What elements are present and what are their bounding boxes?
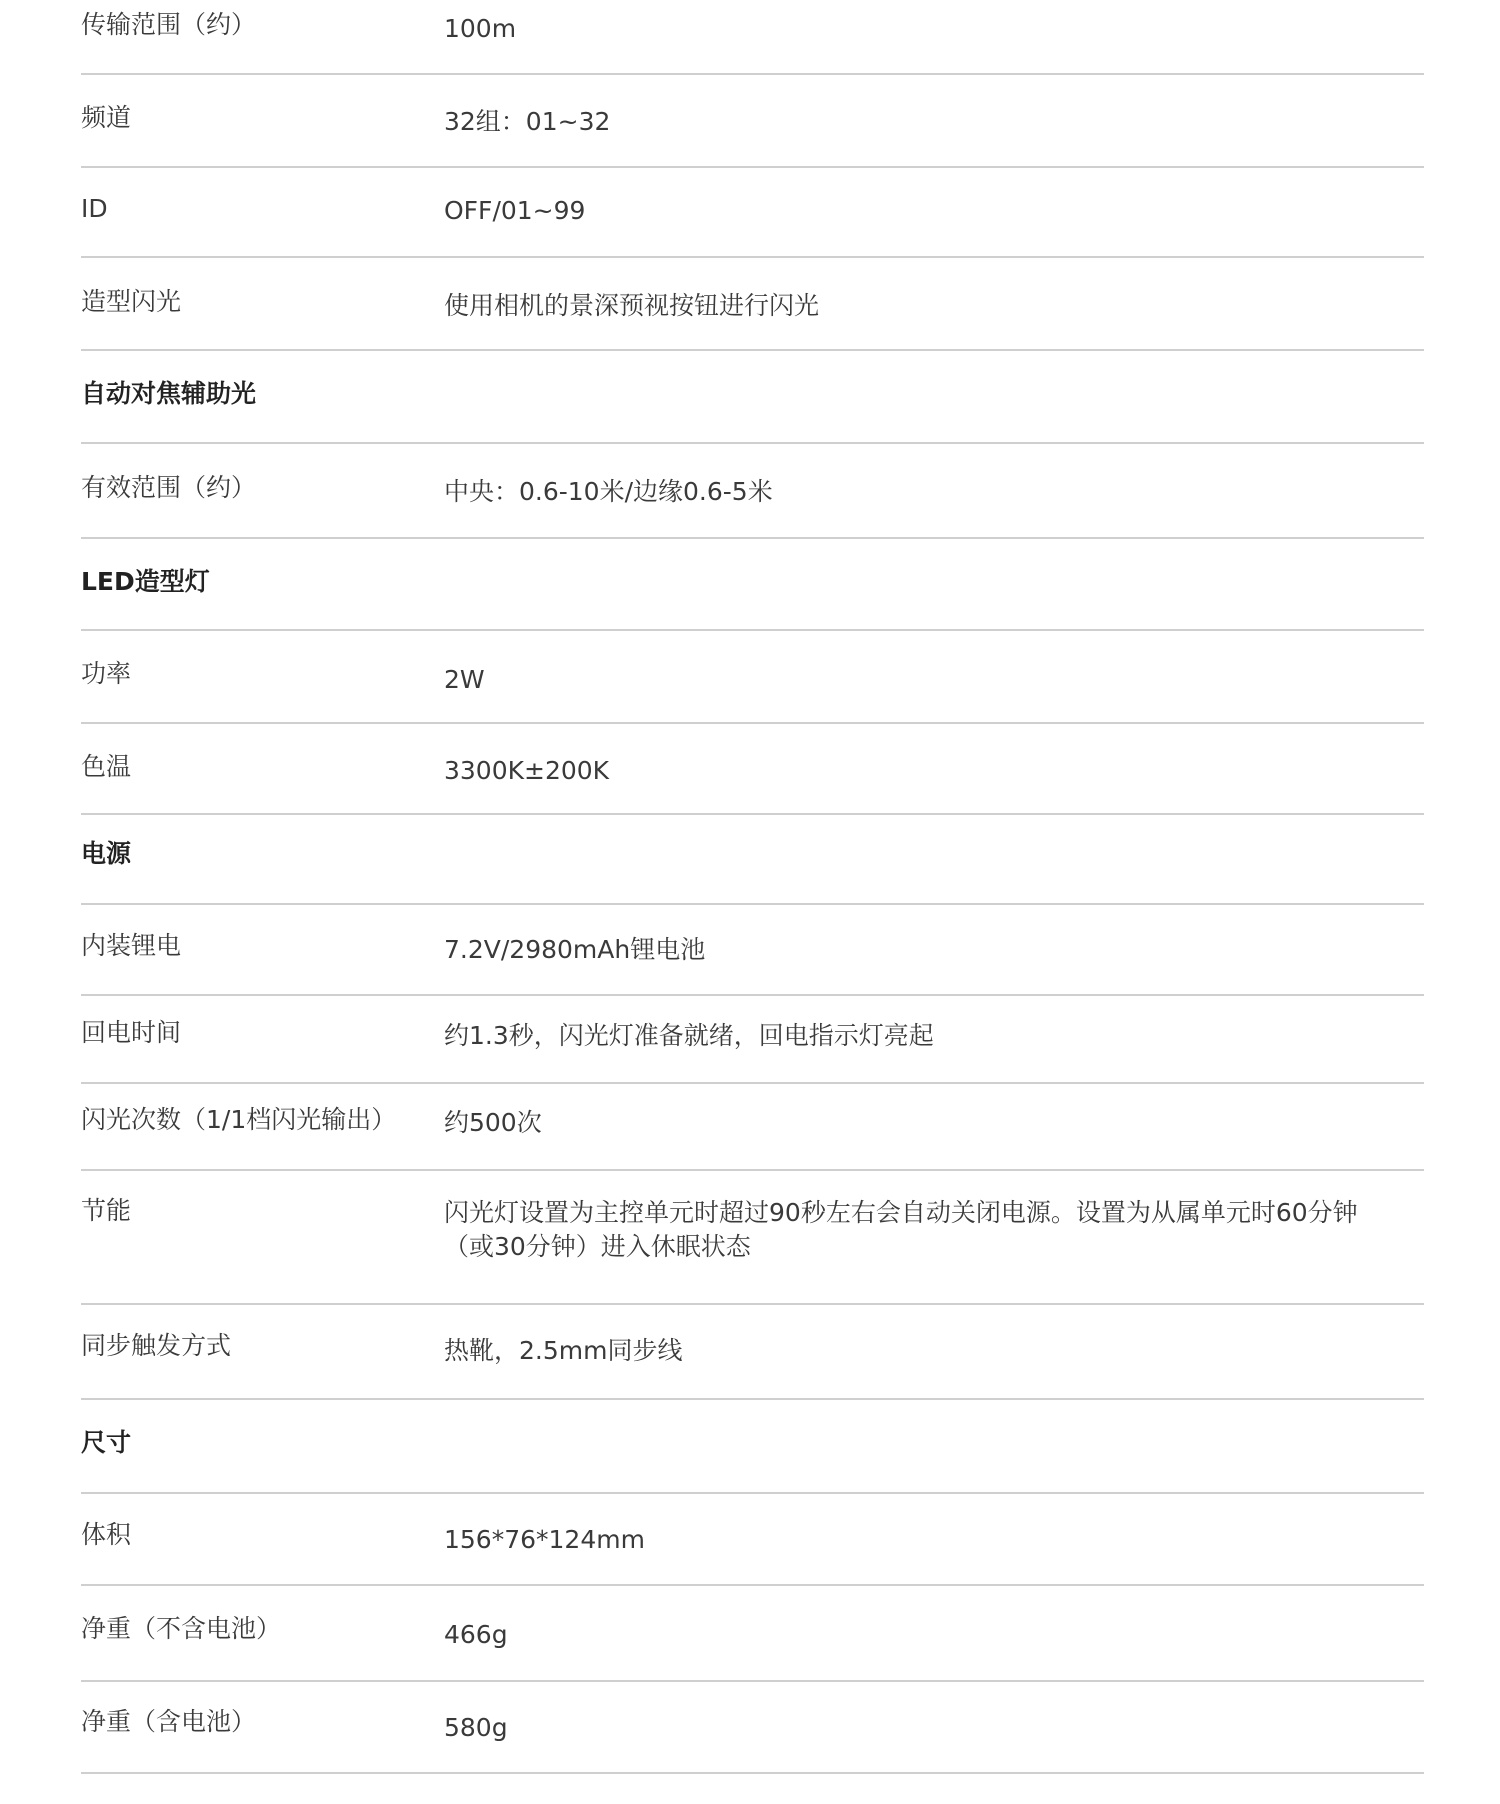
- spec-row-color-temperature: [81, 724, 1424, 815]
- section-heading: 尺寸: [81, 1428, 132, 1457]
- spec-value: OFF/01~99: [444, 196, 586, 225]
- spec-label: 色温: [81, 752, 132, 781]
- spec-label: 体积: [81, 1520, 132, 1549]
- spec-value: 7.2V/2980mAh锂电池: [444, 935, 706, 964]
- spec-row-recycle-time: [81, 996, 1424, 1084]
- section-heading: 自动对焦辅助光: [81, 379, 257, 408]
- spec-row-volume: [81, 1494, 1424, 1586]
- spec-value: 2W: [444, 665, 485, 694]
- spec-value: 32组：01~32: [444, 107, 611, 136]
- spec-value: 约1.3秒，闪光灯准备就绪，回电指示灯亮起: [444, 1021, 934, 1050]
- spec-table: [81, 0, 1424, 1774]
- spec-value: 466g: [444, 1620, 508, 1649]
- spec-row-channel: [81, 75, 1424, 168]
- section-heading: LED造型灯: [81, 567, 210, 596]
- spec-label: 传输范围（约）: [81, 10, 257, 39]
- spec-section-dimensions: [81, 1400, 1424, 1494]
- spec-row-net-weight-without-battery: [81, 1586, 1424, 1682]
- spec-label: 同步触发方式: [81, 1331, 232, 1360]
- spec-row-effective-range: [81, 444, 1424, 539]
- spec-section-led-modeling-light: [81, 539, 1424, 631]
- spec-row-transmission-range: [81, 0, 1424, 75]
- spec-label: 回电时间: [81, 1018, 182, 1047]
- spec-value: 580g: [444, 1713, 508, 1742]
- spec-label: 频道: [81, 103, 132, 132]
- spec-label: 闪光次数（1/1档闪光输出）: [81, 1105, 397, 1134]
- spec-label: 净重（含电池）: [81, 1707, 257, 1736]
- section-heading: 电源: [81, 839, 132, 868]
- spec-value: 热靴，2.5mm同步线: [444, 1336, 683, 1365]
- spec-label: 功率: [81, 659, 132, 688]
- spec-label: 造型闪光: [81, 287, 182, 316]
- spec-label: ID: [81, 194, 108, 223]
- spec-row-flash-count: [81, 1084, 1424, 1171]
- spec-label: 净重（不含电池）: [81, 1614, 282, 1643]
- spec-value: 100m: [444, 14, 517, 43]
- spec-section-af-assist: [81, 351, 1424, 444]
- spec-row-modeling-flash: [81, 258, 1424, 351]
- spec-section-power-supply: [81, 815, 1424, 905]
- spec-value: 3300K±200K: [444, 756, 610, 785]
- spec-value: 156*76*124mm: [444, 1525, 645, 1554]
- spec-label: 节能: [81, 1196, 132, 1225]
- spec-row-power-saving: [81, 1171, 1424, 1305]
- spec-row-power: [81, 631, 1424, 724]
- spec-row-battery: [81, 905, 1424, 996]
- spec-row-net-weight-with-battery: [81, 1682, 1424, 1774]
- spec-label: 有效范围（约）: [81, 473, 257, 502]
- spec-value: 使用相机的景深预视按钮进行闪光: [444, 291, 820, 320]
- spec-value: 约500次: [444, 1108, 542, 1137]
- spec-value: 闪光灯设置为主控单元时超过90秒左右会自动关闭电源。设置为从属单元时60分钟（或30分钟）进入休眠状态: [444, 1198, 1358, 1261]
- spec-row-sync-trigger: [81, 1305, 1424, 1400]
- spec-value: 中央：0.6-10米/边缘0.6-5米: [444, 477, 773, 506]
- spec-label: 内装锂电: [81, 931, 182, 960]
- spec-row-id: [81, 168, 1424, 258]
